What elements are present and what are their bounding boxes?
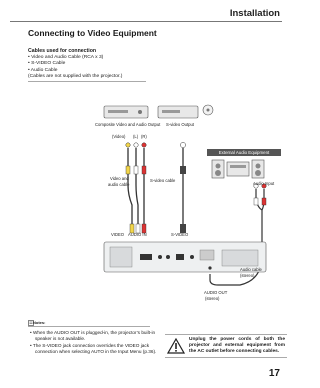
svideo-cable-label: S-video cable xyxy=(150,178,176,183)
section-title: Connecting to Video Equipment xyxy=(28,28,157,38)
right-tag-label: (R) xyxy=(141,134,147,139)
header-title: Installation xyxy=(229,8,280,19)
video-audio-cable-label-line1: Video and xyxy=(110,176,129,181)
notes-divider xyxy=(28,326,150,327)
video-tag-label: (Video) xyxy=(112,134,126,139)
composite-output-label: Composite Video and Audio Output xyxy=(95,122,161,127)
vcr-device-icon xyxy=(104,106,148,118)
cable-item: • Video and Audio Cable (RCA x 3) xyxy=(28,55,104,60)
svideo-jack-label: S-VIDEO xyxy=(171,232,189,237)
cable-item: • Audio Cable xyxy=(28,67,58,73)
svideo-output-label: S-video Output xyxy=(166,122,194,127)
dvd-player-icon xyxy=(158,105,213,118)
cable-item: • S-VIDEO Cable xyxy=(28,61,66,67)
audio-in-jack-label: AUDIO IN xyxy=(128,232,147,237)
note-item: • When the AUDIO OUT is plugged-in, the projector’s built-in speaker is not available. xyxy=(30,330,156,341)
audio-input-label: Audio Input xyxy=(253,181,275,186)
cables-note: (Cables are not supplied with the projector.) xyxy=(28,74,123,79)
audio-cable-label-line2: (stereo) xyxy=(240,273,255,278)
left-tag-label: (L) xyxy=(133,134,139,139)
page-number: 17 xyxy=(268,368,280,379)
audio-out-label-line2: (stereo) xyxy=(205,296,220,301)
cables-heading: Cables used for connection xyxy=(28,48,97,54)
warning-text: Unplug the power cords of both the projector and external equipment from the AC outlet before connecting cables. xyxy=(189,337,285,355)
video-jack-label: VIDEO xyxy=(111,232,125,237)
audio-out-label-line1: AUDIO OUT xyxy=(204,290,228,295)
rca-cable-icon xyxy=(128,148,144,225)
video-audio-cable-label-line2: audio cable xyxy=(108,182,130,187)
rca-output-jacks-icon xyxy=(126,142,186,147)
warning-triangle-icon xyxy=(167,338,185,354)
warning-box xyxy=(165,334,287,358)
stereo-system-icon xyxy=(212,160,264,178)
audio-cable-label-line1: Audio cable xyxy=(240,267,262,272)
external-audio-label: External Audio Equipment xyxy=(207,149,281,156)
notes-list xyxy=(30,330,164,356)
note-item: • The S-VIDEO jack connection overrides the VIDEO jack connection when selecting AUTO in the Input Menu (p.36). xyxy=(30,343,157,354)
notes-label: Notes: xyxy=(33,320,46,325)
